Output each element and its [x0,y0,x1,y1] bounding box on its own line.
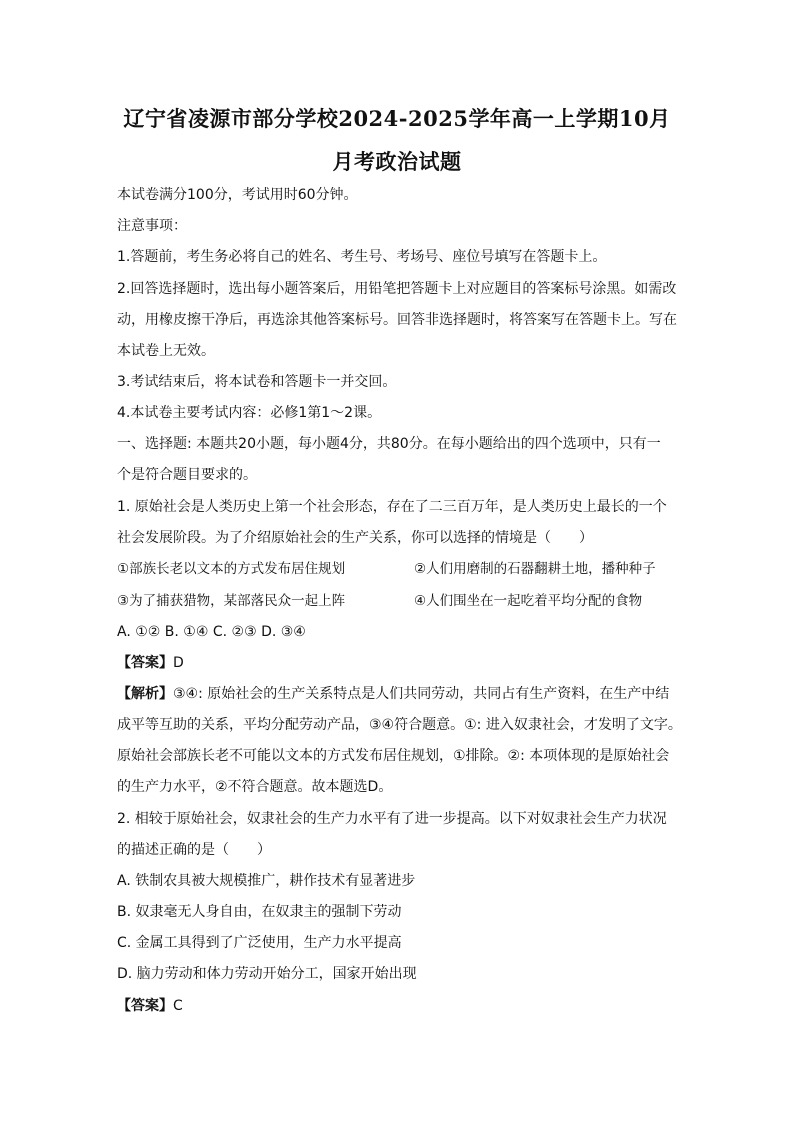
q1-analysis-line-2: 成平等互助的关系，平均分配劳动产品，③④符合题意。①: 进入奴隶社会，才发明了文字。 [117,717,682,733]
title-line-2: 月考政治试题 [332,149,462,174]
q1-item-3: ③为了捕获猎物，某部落民众一起上阵 [117,593,346,609]
q1-item-2: ②人们用磨制的石器翻耕土地，播种种子 [414,561,656,577]
notice-item-3: 3.考试结束后，将本试卷和答题卡一并交回。 [117,374,397,390]
notice-item-2-line-2: 动，用橡皮擦干净后，再选涂其他答案标号。回答非选择题时，将答案写在答题卡上。写在 [117,312,677,328]
q2-option-a: A. 铁制农具被大规模推广，耕作技术有显著进步 [117,873,416,889]
q1-stem-line-1: 1. 原始社会是人类历史上第一个社会形态，存在了二三百万年，是人类历史上最长的一个 [117,499,667,515]
notice-item-4: 4.本试卷主要考试内容：必修1第1～2课。 [117,405,382,421]
q1-answer-value: D [173,655,184,671]
q1-analysis-line-1 [117,684,682,704]
notice-title: 注意事项： [117,218,187,234]
q1-answer-label: 【答案】 [117,655,173,671]
q1-analysis-label: 【解析】 [117,686,173,702]
title-line-1: 辽宁省凌源市部分学校2024-2025学年高一上学期10月 [123,106,671,131]
q1-analysis-line-3: 原始社会部族长老不可能以文本的方式发布居住规划，①排除。②: 本项体现的是原始社会 [117,748,670,764]
section-intro-line-1: 一、选择题: 本题共20小题，每小题4分，共80分。在每小题给出的四个选项中，只有一 [117,436,661,452]
q1-item-4: ④人们围坐在一起吃着平均分配的食物 [414,593,643,609]
q2-answer [117,996,682,1016]
q2-stem-line-2: 的描述正确的是（ ） [117,842,271,858]
exam-info: 本试卷满分100分，考试用时60分钟。 [117,187,358,203]
q2-option-d: D. 脑力劳动和体力劳动开始分工，国家开始出现 [117,966,417,982]
notice-item-1: 1.答题前，考生务必将自己的姓名、考生号、考场号、座位号填写在答题卡上。 [117,249,607,265]
q1-analysis-text-1: ③④: 原始社会的生产关系特点是人们共同劳动，共同占有生产资料，在生产中结 [173,686,670,702]
notice-item-2-line-1: 2.回答选择题时，选出每小题答案后，用铅笔把答题卡上对应题目的答案标号涂黑。如需改 [117,281,677,297]
q2-option-b: B. 奴隶毫无人身自由，在奴隶主的强制下劳动 [117,904,402,920]
notice-item-2-line-3: 本试卷上无效。 [117,343,215,359]
q2-stem-line-1: 2. 相较于原始社会，奴隶社会的生产力水平有了进一步提高。以下对奴隶社会生产力状况 [117,811,667,827]
q2-option-c: C. 金属工具得到了广泛使用，生产力水平提高 [117,935,402,951]
q1-answer [117,653,682,673]
q2-answer-label: 【答案】 [117,998,173,1014]
q1-analysis-line-4: 的生产力水平，②不符合题意。故本题选D。 [117,779,393,795]
q1-stem-line-2: 社会发展阶段。为了介绍原始社会的生产关系，你可以选择的情境是（ ） [117,530,593,546]
q1-item-1: ①部族长老以文本的方式发布居住规划 [117,561,346,577]
q1-choices: A. ①② B. ①④ C. ②③ D. ③④ [117,624,306,640]
section-intro-line-2: 个是符合题目要求的。 [117,467,257,483]
q2-answer-value: C [173,998,183,1014]
